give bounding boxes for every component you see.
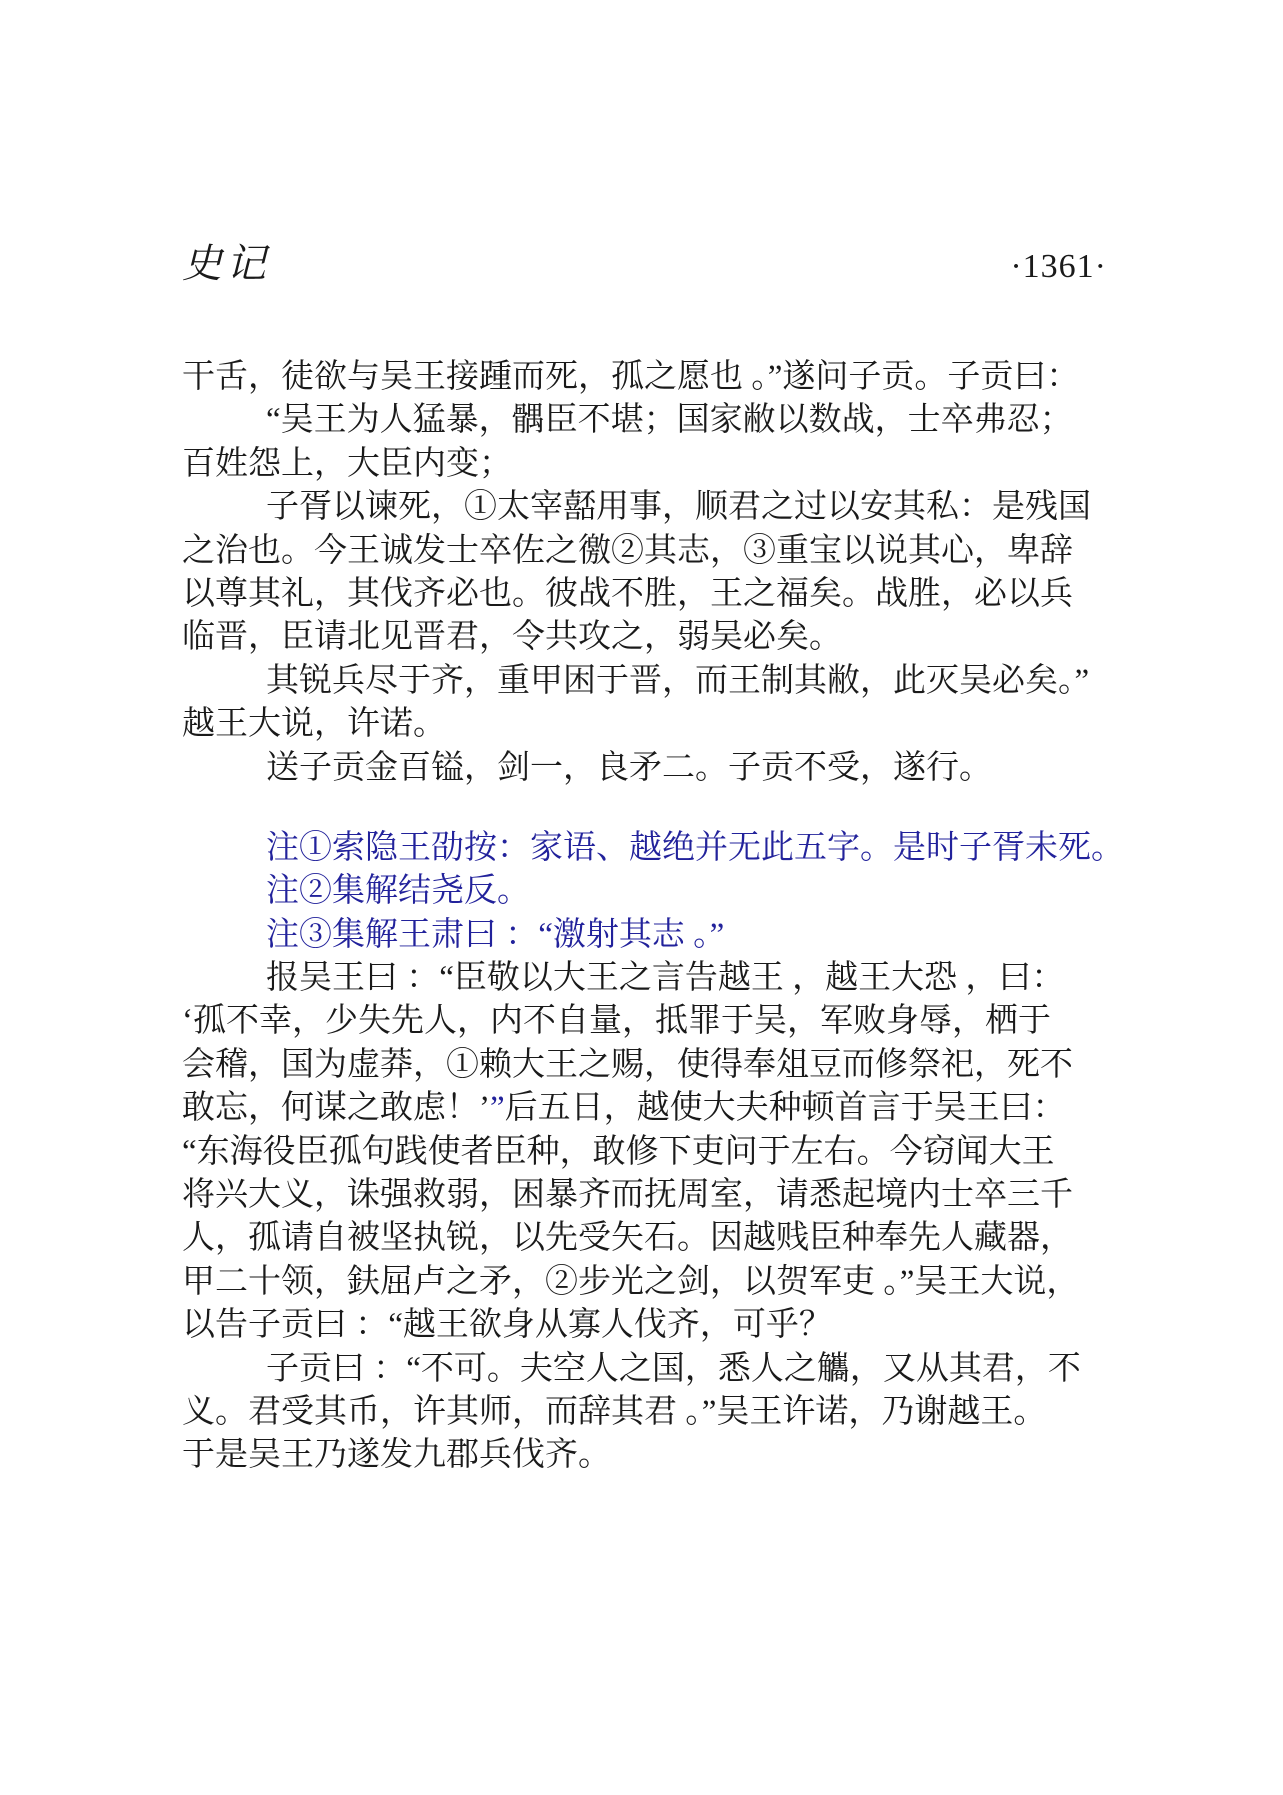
- text-line: [182, 1348, 1112, 1391]
- annotation-segment: 注③集解王肃曰 ：“激射其志 。”: [266, 916, 725, 953]
- text-segment: 百姓怨上，大臣内变；: [182, 445, 512, 482]
- text-line: [182, 1044, 1112, 1087]
- text-segment: 子贡曰 ：“不可。夫空人之国，悉人之觿，又从其君，不: [266, 1350, 1081, 1387]
- text-segment: 以告子贡曰 ：“越王欲身从寡人伐齐，可乎？: [182, 1307, 832, 1344]
- text-line: [182, 957, 1112, 1000]
- text-line: [182, 1174, 1112, 1217]
- text-line: [182, 870, 1112, 913]
- text-line: [182, 486, 1112, 529]
- text-segment: 临晋，臣请北见晋君，令共攻之，弱吴必矣。: [182, 619, 842, 656]
- text-line: [182, 660, 1112, 703]
- text-segment: 义。君受其币，许其师，而辞其君 。”吴王许诺，乃谢越王。: [182, 1393, 1047, 1430]
- text-segment: 后五日，越使大夫种顿首言于吴王曰：: [504, 1090, 1066, 1127]
- text-line: [182, 1000, 1112, 1043]
- text-segment: 人，孤请自被坚执锐，以先受矢石。因越贱臣种奉先人藏器，: [182, 1220, 1073, 1257]
- text-segment: 干舌，徒欲与吴王接踵而死，孤之愿也 。”遂问子贡。子贡曰：: [182, 359, 1080, 395]
- text-segment: “吴王为人猛暴，髃臣不堪；国家敝以数战，士卒弗忍；: [266, 402, 1073, 439]
- text-segment: 之治也。今王诚发士卒佐之徼②其志，③重宝以说其心，卑辞: [182, 532, 1073, 569]
- text-line: [182, 1131, 1112, 1174]
- page-header: [182, 232, 1107, 289]
- text-line: [182, 703, 1112, 746]
- annotation-segment: ”: [490, 1090, 505, 1127]
- text-line: [182, 443, 1112, 486]
- text-line: [182, 1087, 1112, 1130]
- text-line: [182, 1391, 1112, 1434]
- text-line: [182, 914, 1112, 957]
- text-segment: “东海役臣孤句践使者臣种，敢修下吏问于左右。今窃闻大王: [182, 1133, 1055, 1170]
- text-line: [182, 1261, 1112, 1304]
- annotation-segment: 注②集解结尧反。: [266, 873, 530, 910]
- text-line: [182, 356, 1112, 399]
- text-segment: 将兴大义，诛强救弱，困暴齐而抚周室，请悉起境内士卒三千: [182, 1177, 1073, 1214]
- text-line: [182, 399, 1112, 442]
- text-line: [182, 573, 1112, 616]
- text-line: [182, 530, 1112, 573]
- text-segment: ‘孤不幸，少失先人，内不自量，抵罪于吴，军败身辱，栖于: [182, 1003, 1051, 1040]
- page-number: ·1361·: [1010, 248, 1107, 285]
- text-segment: 于是吴王乃遂发九郡兵伐齐。: [182, 1437, 611, 1474]
- text-line: [182, 616, 1112, 659]
- book-title: 史记: [182, 241, 270, 286]
- text-segment: 敢忘，何谋之敢虑！’: [182, 1090, 490, 1127]
- text-segment: 会稽，国为虚莽，①赖大王之赐，使得奉俎豆而修祭祀，死不: [182, 1046, 1073, 1083]
- text-segment: 送子贡金百镒，剑一，良矛二。子贡不受，遂行。: [266, 749, 992, 786]
- annotation-segment: 注①索隐王劭按：家语、越绝并无此五字。是时子胥未死。: [266, 829, 1124, 866]
- text-line: [182, 1434, 1112, 1477]
- text-line: [182, 747, 1112, 790]
- text-block: [182, 356, 1124, 1478]
- text-segment: 甲二十领，鈇屈卢之矛，②步光之剑，以贺军吏 。”吴王大说，: [182, 1263, 1080, 1300]
- text-segment: 报吴王曰 ：“臣敬以大王之言告越王 ，越王大恐 ，曰：: [266, 960, 1065, 997]
- text-line: [182, 1304, 1112, 1347]
- text-segment: 其锐兵尽于齐，重甲困于晋，而王制其敝，此灭吴必矣。”: [266, 662, 1090, 699]
- text-segment: 越王大说，许诺。: [182, 706, 446, 743]
- text-line: [182, 1217, 1112, 1260]
- text-segment: 以尊其礼，其伐齐必也。彼战不胜，王之福矣。战胜，必以兵: [182, 575, 1073, 612]
- text-segment: 子胥以谏死，①太宰嚭用事，顺君之过以安其私：是残国: [266, 489, 1091, 526]
- text-line: [182, 827, 1124, 870]
